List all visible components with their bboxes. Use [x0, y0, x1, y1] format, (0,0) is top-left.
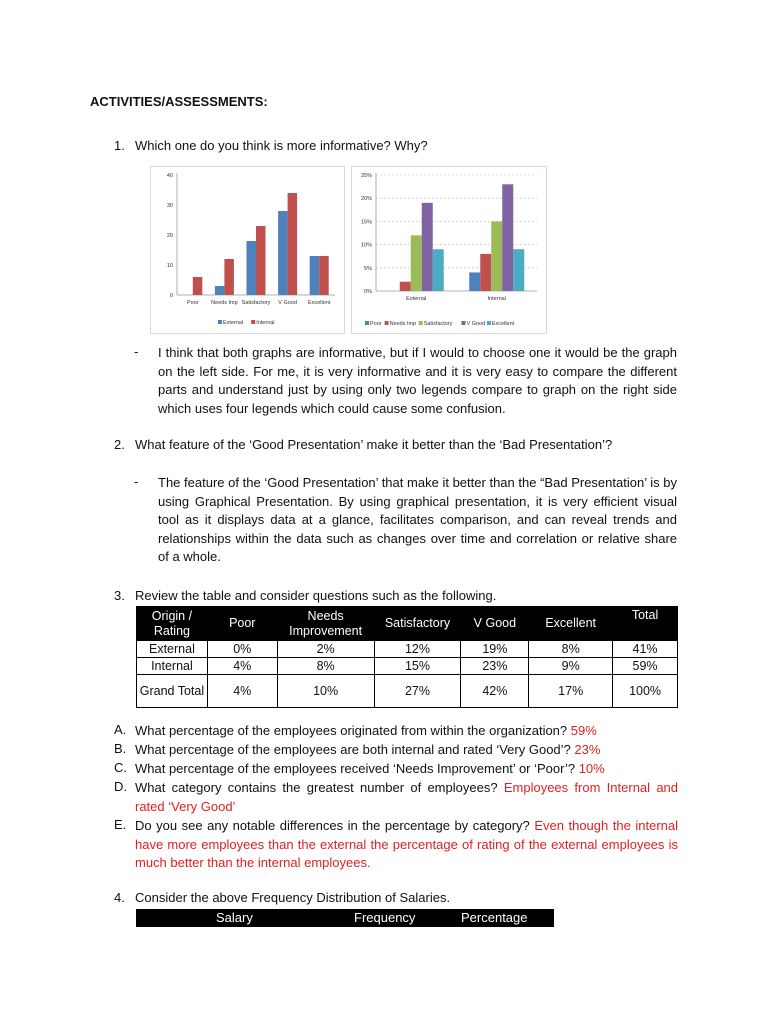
legend-entry: Needs Imp — [389, 321, 417, 327]
table-row — [137, 641, 678, 658]
bar-needs-imp — [480, 254, 491, 291]
table-header-row — [137, 607, 678, 641]
legend-entry: Poor — [370, 321, 382, 327]
question-number: 2. — [114, 437, 125, 452]
table-cell: 15% — [374, 658, 461, 675]
table-cell: 41% — [613, 641, 678, 658]
y-tick-label: 15% — [360, 219, 372, 226]
table-cell: 8% — [529, 641, 613, 658]
item-question: What percentage of the employees received ‘Needs Improvement’ or ‘Poor’? — [135, 761, 576, 776]
item-answer: Even though the internal have more employees than the external the percentage of rating of the external employees is much better than the internal employees. — [135, 818, 678, 871]
right-bar-chart — [351, 166, 547, 334]
table-cell: 0% — [207, 641, 277, 658]
legend-swatch — [385, 321, 389, 325]
bar-excellent — [433, 249, 444, 291]
table-cell: 42% — [461, 675, 529, 708]
legend-entry: V Good — [466, 321, 486, 327]
legend-swatch — [218, 320, 222, 324]
header-needs-improvement: Needs Improvement — [277, 607, 374, 641]
table-cell: 19% — [461, 641, 529, 658]
y-tick-label: 10 — [166, 263, 173, 269]
bar-excellent — [513, 249, 524, 291]
bar-satisfactory — [411, 235, 422, 291]
header-frequency: Frequency — [354, 910, 416, 925]
table-cell: 27% — [374, 675, 461, 708]
header-salary: Salary — [216, 910, 253, 925]
bar-v-good — [422, 203, 433, 291]
table-cell: Internal — [137, 658, 208, 675]
item-letter: C. — [114, 760, 127, 775]
bar-v-good — [502, 184, 513, 291]
y-tick-label: 0 — [169, 293, 173, 299]
page-heading: ACTIVITIES/ASSESSMENTS: — [90, 94, 268, 109]
item-answer: Employees from Internal and rated ‘Very Good’ — [135, 780, 679, 814]
legend-swatch — [365, 321, 369, 325]
x-tick-label: Satisfactory — [241, 300, 271, 306]
question-text: What feature of the ‘Good Presentation’ make it better than the ‘Bad Presentation’? — [135, 437, 613, 452]
question-number: 4. — [114, 890, 125, 905]
table-cell: 59% — [613, 658, 678, 675]
x-tick-label: Internal — [487, 296, 506, 302]
item-answer: 10% — [578, 761, 605, 776]
legend-swatch — [419, 321, 423, 325]
y-tick-label: 5% — [364, 265, 372, 272]
answer-dash: - — [134, 344, 139, 359]
item-question: What percentage of the employees originated from within the organization? — [135, 723, 568, 738]
table-cell: 9% — [529, 658, 613, 675]
bar-internal — [224, 259, 234, 295]
legend-entry: Excellent — [491, 321, 515, 327]
header-origin-rating: Origin / Rating — [137, 607, 208, 641]
item-letter: B. — [114, 741, 127, 756]
table-cell: 17% — [529, 675, 613, 708]
rating-table — [136, 606, 678, 708]
item-answer: 23% — [574, 742, 601, 757]
y-tick-label: 0% — [364, 289, 372, 295]
bar-external — [215, 286, 225, 295]
table-cell: External — [137, 641, 208, 658]
table-cell: 4% — [207, 658, 277, 675]
question-text: Consider the above Frequency Distribution of Salaries. — [135, 890, 451, 905]
left-bar-chart — [150, 166, 345, 334]
item-question: What percentage of the employees are both internal and rated ‘Very Good’? — [135, 742, 571, 757]
x-tick-label: Poor — [186, 300, 199, 306]
bar-internal — [319, 256, 329, 295]
answer-dash: - — [134, 474, 139, 489]
y-tick-label: 20% — [360, 196, 372, 203]
question-number: 1. — [114, 138, 125, 153]
table-row — [137, 658, 678, 675]
header-excellent: Excellent — [529, 607, 613, 641]
header-v-good: V Good — [461, 607, 529, 641]
y-tick-label: 30 — [166, 203, 173, 209]
question-text: Review the table and consider questions such as the following. — [135, 588, 497, 603]
bar-external — [278, 211, 288, 295]
table-cell: 100% — [613, 675, 678, 708]
question-text: Which one do you think is more informative? Why? — [135, 138, 428, 153]
x-tick-label: V Good — [278, 300, 297, 306]
x-tick-label: Needs Imp — [211, 300, 238, 306]
item-letter: A. — [114, 722, 127, 737]
legend-entry: External — [223, 320, 244, 326]
table-cell: 12% — [374, 641, 461, 658]
table-cell: 4% — [207, 675, 277, 708]
y-tick-label: 25% — [360, 173, 372, 179]
answer-text: The feature of the ‘Good Presentation’ that make it better than the “Bad Presentation’ is by using Graphical Presentation. By using graphical presentation, it is very efficient visual tool as it displays data at a glance, facilitates comparison, and can reveal trends and relationships within the data such as changes over time and correlation or relative share of a whole. — [158, 475, 677, 565]
y-tick-label: 40 — [166, 173, 173, 179]
table-cell: 2% — [277, 641, 374, 658]
header-percentage: Percentage — [461, 910, 528, 925]
bar-external — [247, 241, 257, 295]
salary-table-header — [136, 909, 554, 927]
y-tick-label: 20 — [166, 233, 173, 239]
item-letter: E. — [114, 817, 127, 832]
table-cell: 8% — [277, 658, 374, 675]
bar-needs-imp — [400, 282, 411, 291]
table-cell: 10% — [277, 675, 374, 708]
item-letter: D. — [114, 779, 127, 794]
bar-poor — [469, 272, 480, 291]
header-total: Total — [613, 607, 678, 641]
table-cell: 23% — [461, 658, 529, 675]
x-tick-label: External — [406, 296, 427, 302]
bar-satisfactory — [491, 221, 502, 291]
bar-internal — [193, 277, 203, 295]
table-cell: Grand Total — [137, 675, 208, 708]
header-poor: Poor — [207, 607, 277, 641]
question-number: 3. — [114, 588, 125, 603]
x-tick-label: Excellent — [308, 300, 331, 306]
legend-entry: Satisfactory — [423, 321, 453, 327]
item-answer: 59% — [570, 723, 597, 738]
item-question: What category contains the greatest number of employees? — [135, 780, 498, 795]
bar-internal — [288, 193, 298, 295]
bar-internal — [256, 226, 266, 295]
table-row — [137, 675, 678, 708]
item-question: Do you see any notable differences in the percentage by category? — [135, 818, 530, 833]
answer-text: I think that both graphs are informative, but if I would to choose one it would be the graph on the left side. For me, it is very informative and it is very easy to compare the different parts and understand just by using only two legends compare to graph on the right side which uses four legends which could cause some confusion. — [158, 345, 677, 416]
legend-entry: Internal — [256, 320, 275, 326]
legend-swatch — [487, 321, 491, 325]
y-tick-label: 10% — [360, 242, 372, 249]
header-satisfactory: Satisfactory — [374, 607, 461, 641]
legend-swatch — [251, 320, 255, 324]
legend-swatch — [462, 321, 466, 325]
bar-external — [310, 256, 320, 295]
